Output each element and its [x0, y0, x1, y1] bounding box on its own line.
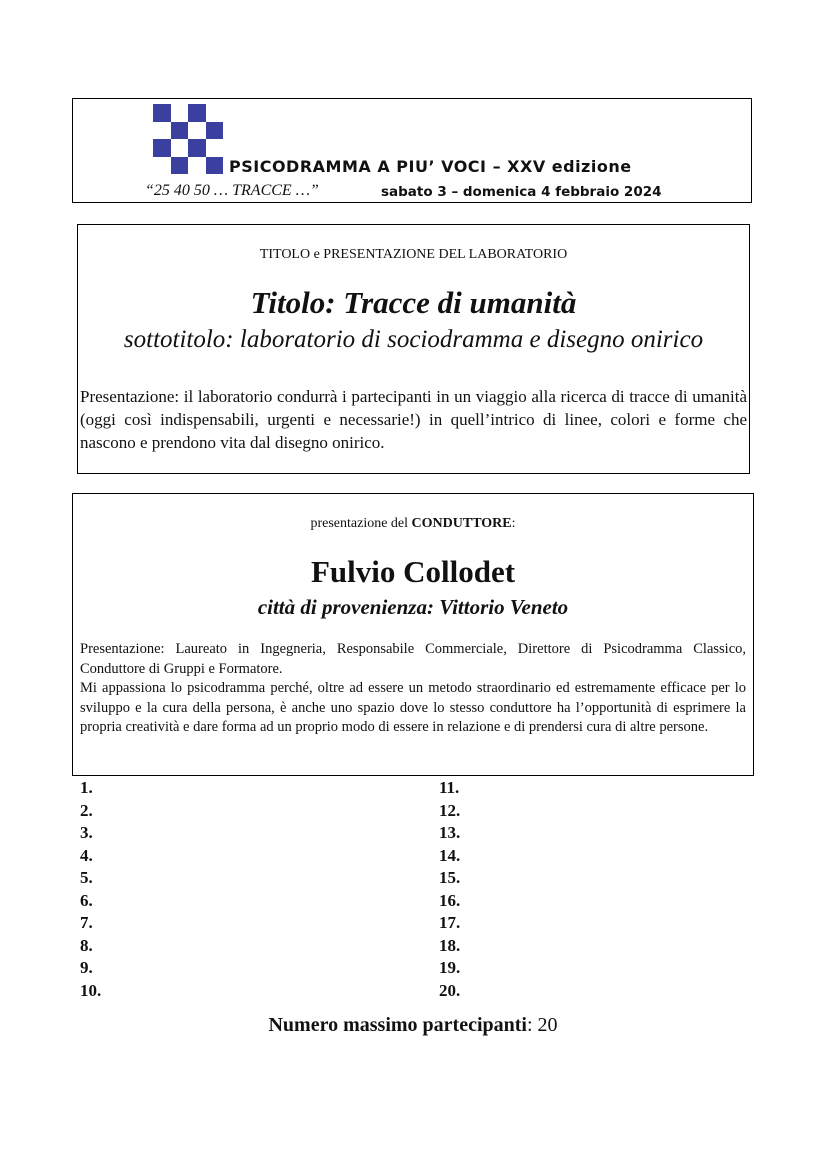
logo-tile — [206, 104, 224, 122]
max-participants-separator: : — [526, 1014, 538, 1036]
participant-number: 14. — [439, 845, 461, 865]
max-participants-value: 20 — [537, 1014, 558, 1036]
logo-tile — [188, 104, 206, 122]
conductor-heading-bold: CONDUTTORE — [411, 516, 512, 531]
logo-tile — [206, 139, 224, 157]
workshop-title: Titolo: Tracce di umanità — [250, 285, 577, 320]
logo-tile — [188, 157, 206, 175]
hands-logo — [153, 104, 223, 174]
logo-tile — [171, 104, 189, 122]
participant-number: 16. — [439, 890, 461, 910]
logo-tile — [171, 157, 189, 175]
participant-number: 5. — [80, 868, 93, 887]
workshop-subtitle: sottotitolo: laboratorio di sociodramma e disegno onirico — [123, 326, 704, 353]
event-tagline: “25 40 50 … TRACCE …” — [145, 182, 319, 199]
workshop-heading: TITOLO e PRESENTAZIONE DEL LABORATORIO — [259, 247, 568, 262]
participant-number: 15. — [439, 868, 461, 887]
conductor-name: Fulvio Collodet — [310, 554, 516, 589]
logo-tile — [206, 122, 224, 140]
participant-number: 3. — [80, 823, 93, 842]
conductor-heading-suffix: : — [511, 516, 516, 531]
logo-tile — [153, 122, 171, 140]
conductor-description-1: Presentazione: Laureato in Ingegneria, Responsabile Commerciale, Direttore di Psicodramma Classico, Conduttore di Gruppi e Formatore. — [80, 641, 746, 677]
participant-number: 7. — [80, 913, 93, 932]
logo-tile — [188, 139, 206, 157]
logo-tile — [153, 157, 171, 175]
participant-number: 1. — [80, 778, 93, 797]
conductor-description — [80, 640, 746, 738]
event-title: PSICODRAMMA A PIU’ VOCI – XXV edizione — [229, 157, 632, 176]
participant-number: 4. — [80, 845, 93, 865]
participant-number: 19. — [439, 958, 461, 977]
workshop-description: Presentazione: il laboratorio condurrà i partecipanti in un viaggio alla ricerca di tracce di umanità (oggi così indispensabili, urgenti e necessarie!) in quell’intrico di linee, colori e forme che nascono e prendono vita dal disegno onirico. — [80, 387, 747, 452]
participants-list-left — [80, 777, 101, 1002]
participants-list-right — [439, 777, 460, 1002]
max-participants-label: Numero massimo partecipanti — [268, 1014, 527, 1036]
conductor-heading — [73, 516, 753, 532]
conductor-box — [72, 493, 754, 776]
participant-number: 12. — [439, 800, 461, 820]
participant-number: 13. — [439, 823, 461, 842]
event-dates: sabato 3 – domenica 4 febbraio 2024 — [381, 184, 662, 200]
logo-tile — [153, 139, 171, 157]
logo-tile — [153, 104, 171, 122]
participant-number: 9. — [80, 958, 93, 977]
participant-number: 17. — [439, 913, 461, 932]
participant-number: 18. — [439, 935, 461, 955]
conductor-description-2: Mi appassiona lo psicodramma perché, oltre ad essere un metodo straordinario ed estremamente efficace per lo sviluppo e la cura della persona, è anche uno spazio dove lo stesso conduttore ha l’opportunità di esprimere la propria creatività e dare forma ad un proprio modo di essere in relazione e di prendersi cura di altre persone. — [80, 680, 746, 735]
participant-number: 8. — [80, 935, 93, 955]
max-participants — [0, 1014, 826, 1037]
conductor-heading-prefix: presentazione del — [310, 516, 412, 531]
logo-tile — [171, 122, 189, 140]
participant-number: 6. — [80, 890, 93, 910]
participant-number: 2. — [80, 800, 93, 820]
participant-number: 11. — [439, 778, 460, 797]
workshop-box — [77, 224, 750, 474]
conductor-city: città di provenienza: Vittorio Veneto — [257, 595, 569, 619]
participant-number: 20. — [439, 980, 461, 1000]
logo-tile — [188, 122, 206, 140]
logo-tile — [171, 139, 189, 157]
header-box — [72, 98, 752, 203]
participant-number: 10. — [80, 980, 102, 1000]
logo-tile — [206, 157, 224, 175]
